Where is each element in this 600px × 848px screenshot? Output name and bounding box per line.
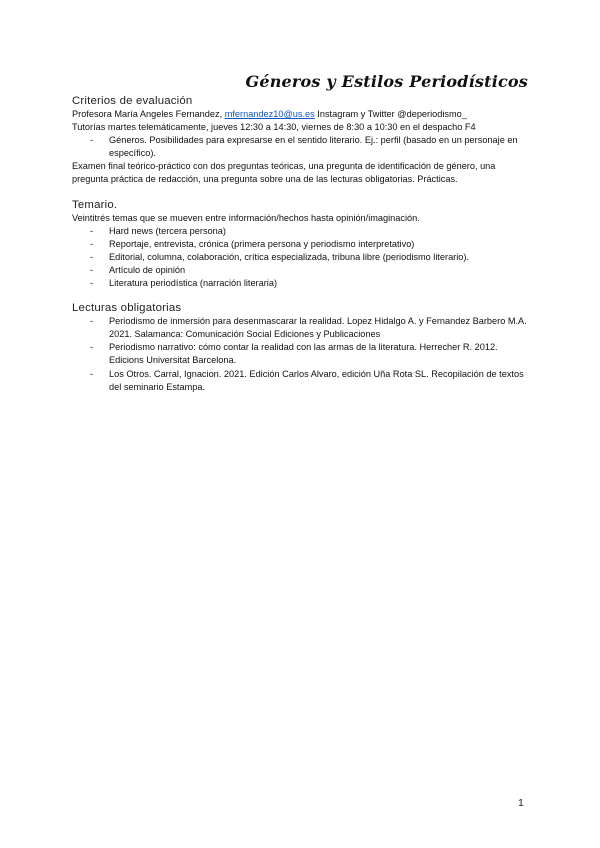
list-item: - Periodismo narrativo: cómo contar la realidad con las armas de la literatura. Herrecher R. 2012. Edicions Universitat Barcelona. [72,341,532,367]
list-item: - Géneros. Posibilidades para expresarse en el sentido literario. Ej.: perfil (basado en un personaje en específico). [72,134,532,160]
email-link[interactable]: mfernandez10@us.es [224,109,315,119]
profesora-line [72,108,532,121]
list-item: - Editorial, columna, colaboración, crítica especializada, tribuna libre (periodismo literario). [72,251,532,264]
document-title: Géneros y Estilos Periodísticos [245,72,528,91]
profesora-prefix: Profesora María Angeles Fernandez, [72,109,225,119]
list-item: - Literatura periodística (narración literaria) [72,277,532,290]
list-item: - Reportaje, entrevista, crónica (primera persona y periodismo interpretativo) [72,238,532,251]
criterios-heading: Criterios de evaluación [72,95,193,107]
temario-intro: Veintitrés temas que se mueven entre información/hechos hasta opinión/imaginación. [72,212,420,223]
lecturas-heading: Lecturas obligatorias [72,302,182,315]
document-body [72,94,532,394]
list-item: - Periodismo de inmersión para desenmascarar la realidad. Lopez Hidalgo A. y Fernandez Barbero M.A. 2021. Salamanca: Comunicación Social Ediciones y Publicaciones [72,315,532,341]
page-number: 1 [518,797,524,809]
list-item: - Artículo de opinión [72,264,532,277]
tutorias-line: Tutorías martes telemáticamente, jueves 12:30 a 14:30, viernes de 8:30 a 10:30 en el despacho F4 [72,122,476,133]
profesora-suffix: Instagram y Twitter @deperiodismo_ [314,109,467,119]
temario-list [72,225,532,290]
list-item: - Los Otros. Carral, Ignacion. 2021. Edición Carlos Alvaro, edición Uña Rota SL. Recopilación de textos del seminario Estampa. [72,368,532,394]
list-item: - Hard news (tercera persona) [72,225,532,238]
criterios-list [72,134,532,160]
examen-paragraph: Examen final teórico-práctico con dos preguntas teóricas, una pregunta de identificación de género, una pregunta práctica de redacción, una pregunta sobre una de las lecturas obligatorias. Prácticas. [72,161,496,185]
lecturas-list [72,315,532,394]
temario-heading: Temario. [72,198,118,211]
